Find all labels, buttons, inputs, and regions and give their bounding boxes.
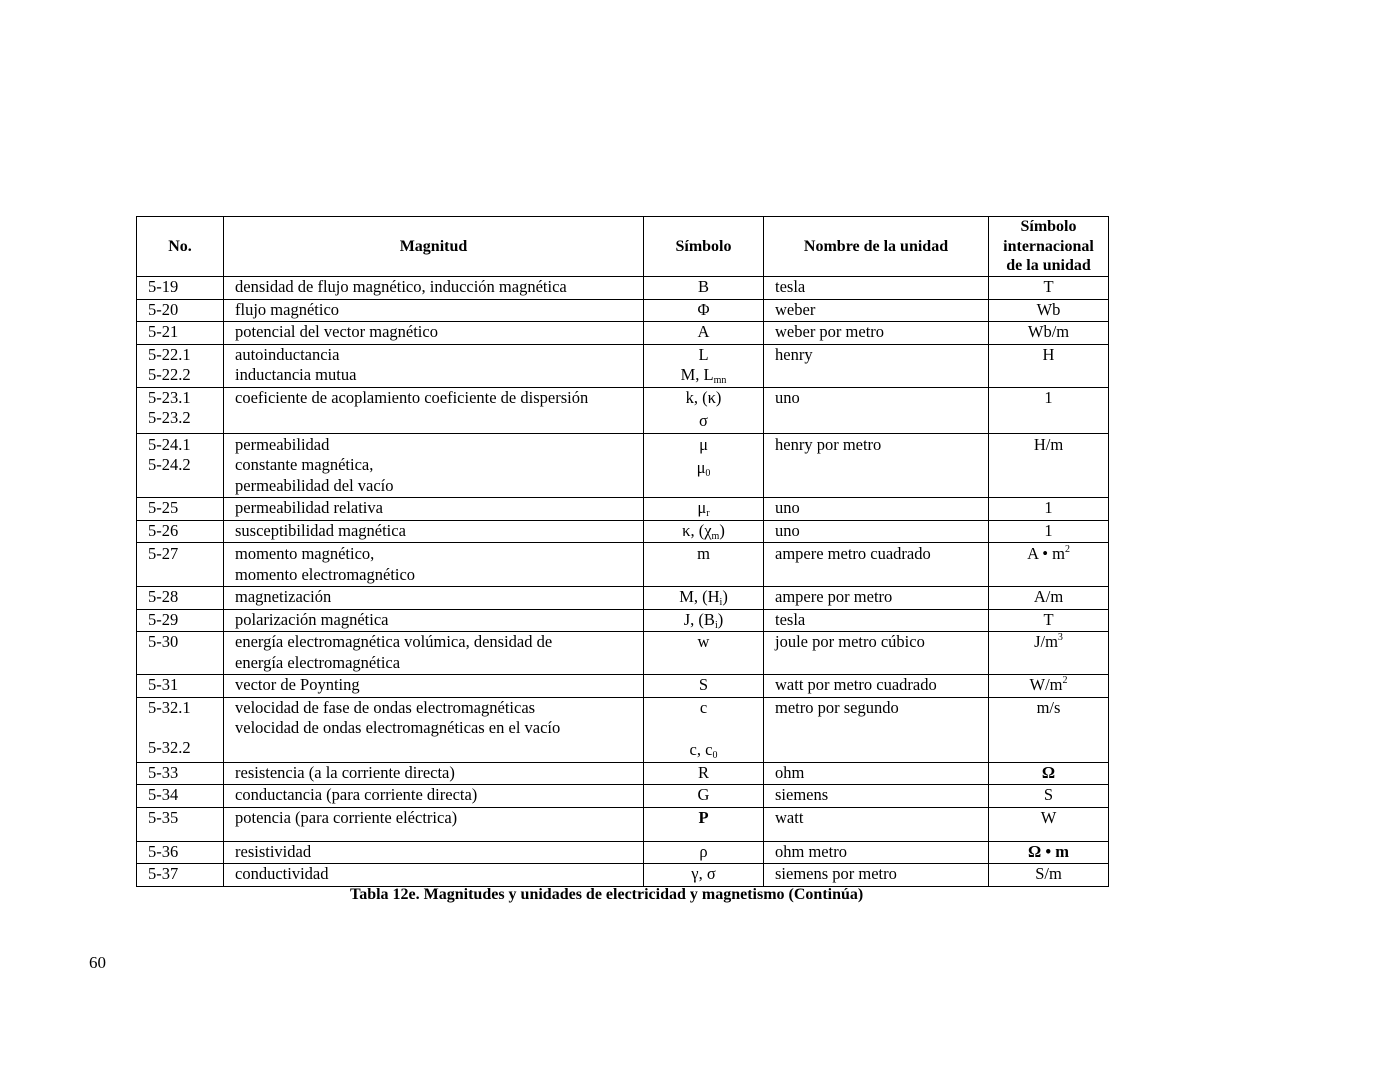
cell-magnitud — [224, 864, 644, 887]
symbol: G — [697, 785, 710, 804]
table-row — [137, 433, 1109, 498]
symbol-suffix: ) — [719, 520, 725, 540]
table-caption: Tabla 12e. Magnitudes y unidades de electricidad y magnetismo (Continúa) — [350, 886, 864, 903]
cell-unidad: tesla — [764, 277, 989, 300]
cell-magnitud — [224, 543, 644, 587]
table-row — [137, 387, 1109, 433]
cell-magnitud — [224, 632, 644, 675]
header-line: Símbolo — [1020, 218, 1077, 236]
cell-magnitud — [224, 697, 644, 762]
symbol-subscript: mn — [713, 375, 727, 386]
magnitud-line: conductancia (para corriente directa) — [235, 785, 478, 804]
cell-unidad: watt — [764, 807, 989, 841]
symbol — [644, 365, 763, 386]
unit-symbol-base: A • m — [1027, 544, 1065, 563]
table-row — [137, 344, 1109, 387]
symbol: S — [698, 675, 709, 694]
symbol: m — [697, 544, 710, 563]
magnitud-line: potencial del vector magnético — [235, 322, 438, 341]
no-line: 5-32.2 — [148, 738, 191, 757]
cell-magnitud — [224, 299, 644, 322]
magnitud-line: velocidad de fase de ondas electromagnéticas — [235, 697, 536, 717]
magnitud-line: coeficiente de acoplamiento coeficiente de dispersión — [235, 387, 589, 407]
no-line: 5-24.2 — [148, 455, 191, 474]
magnitud-line: potencia (para corriente eléctrica) — [235, 807, 458, 827]
unit-symbol-exponent: 2 — [1064, 544, 1070, 555]
cell-simbolo — [644, 632, 764, 675]
no-line: 5-23.1 — [148, 387, 191, 407]
cell-unidad: henry — [764, 344, 989, 387]
cell-unidad: weber por metro — [764, 322, 989, 345]
cell-no — [137, 697, 224, 762]
cell-unidad: henry por metro — [764, 433, 989, 498]
magnitud-line: permeabilidad del vacío — [235, 475, 394, 495]
symbol: c — [699, 697, 708, 717]
cell-simbolo — [644, 587, 764, 610]
cell-magnitud — [224, 433, 644, 498]
symbol-base: M, (H — [679, 587, 720, 606]
cell-no — [137, 785, 224, 808]
cell-unit-symbol: A/m — [989, 587, 1109, 610]
cell-no — [137, 520, 224, 543]
units-table — [136, 216, 1109, 887]
magnitud-line: autoinductancia — [235, 344, 340, 364]
magnitud-line: magnetización — [235, 587, 332, 606]
table-row — [137, 785, 1109, 808]
cell-unidad: weber — [764, 299, 989, 322]
symbol-base: μ — [696, 458, 706, 477]
spacer — [644, 718, 763, 740]
table-row — [137, 841, 1109, 864]
no-line: 5-20 — [148, 299, 179, 319]
cell-no — [137, 299, 224, 322]
cell-unidad: ampere por metro — [764, 587, 989, 610]
symbol-subscript: 0 — [712, 750, 718, 761]
magnitud-line: energía electromagnética — [235, 652, 401, 672]
no-line: 5-23.2 — [148, 408, 191, 427]
cell-magnitud — [224, 322, 644, 345]
header-no: No. — [137, 217, 224, 277]
symbol: P — [698, 807, 709, 827]
cell-no — [137, 807, 224, 841]
cell-simbolo — [644, 543, 764, 587]
magnitud-line: resistencia (a la corriente directa) — [235, 762, 455, 782]
cell-no — [137, 277, 224, 300]
cell-no — [137, 864, 224, 887]
symbol-subscript: 0 — [705, 468, 711, 479]
cell-magnitud — [224, 807, 644, 841]
cell-unidad: tesla — [764, 609, 989, 632]
magnitud-line: flujo magnético — [235, 299, 340, 319]
cell-unit-symbol: H/m — [989, 433, 1109, 498]
no-line: 5-24.1 — [148, 434, 191, 454]
table-row — [137, 632, 1109, 675]
header-line: internacional — [1003, 237, 1094, 255]
cell-no — [137, 322, 224, 345]
spacer — [148, 718, 223, 738]
cell-unidad: watt por metro cuadrado — [764, 675, 989, 698]
cell-no — [137, 498, 224, 521]
cell-unit-symbol — [989, 675, 1109, 698]
cell-unit-symbol: m/s — [989, 697, 1109, 762]
cell-magnitud — [224, 520, 644, 543]
header-line: de la unidad — [1006, 257, 1091, 275]
table-row — [137, 543, 1109, 587]
no-line: 5-35 — [148, 807, 179, 827]
magnitud-line: polarización magnética — [235, 609, 389, 629]
unit-symbol-base: J/m — [1034, 632, 1058, 651]
cell-unit-symbol: Ω • m — [989, 841, 1109, 864]
table-row — [137, 498, 1109, 521]
cell-unit-symbol — [989, 632, 1109, 675]
header-simbolo: Símbolo — [644, 217, 764, 277]
cell-simbolo — [644, 498, 764, 521]
symbol: Φ — [697, 299, 710, 319]
symbol-suffix: ) — [717, 609, 724, 629]
cell-simbolo — [644, 841, 764, 864]
no-line: 5-31 — [148, 675, 179, 694]
magnitud-line: energía electromagnética volúmica, densidad de — [235, 632, 553, 651]
symbol: w — [697, 632, 710, 651]
table-row — [137, 322, 1109, 345]
magnitud-line: momento electromagnético — [235, 564, 416, 584]
symbol: B — [697, 277, 709, 296]
cell-no — [137, 841, 224, 864]
cell-no — [137, 762, 224, 785]
cell-no — [137, 433, 224, 498]
cell-no — [137, 344, 224, 387]
no-line: 5-22.1 — [148, 344, 191, 364]
symbol-subscript: m — [711, 530, 720, 542]
no-line: 5-34 — [148, 785, 179, 804]
symbol-subscript: i — [719, 597, 723, 608]
cell-no — [137, 675, 224, 698]
cell-simbolo — [644, 387, 764, 433]
unit-symbol-base: W/m — [1029, 675, 1063, 694]
symbol: σ — [699, 411, 708, 430]
magnitud-line: susceptibilidad magnética — [235, 520, 406, 540]
magnitud-line: permeabilidad relativa — [235, 498, 383, 517]
cell-magnitud — [224, 277, 644, 300]
cell-magnitud — [224, 762, 644, 785]
cell-unidad: uno — [764, 498, 989, 521]
symbol: L — [698, 344, 709, 364]
no-line: 5-37 — [148, 864, 179, 883]
symbol: γ, σ — [691, 864, 716, 883]
symbol-base: J, (B — [683, 609, 715, 629]
symbol — [644, 740, 763, 761]
table-row — [137, 299, 1109, 322]
no-line: 5-19 — [148, 277, 179, 296]
table-row — [137, 587, 1109, 610]
no-line: 5-25 — [148, 498, 179, 517]
no-line: 5-26 — [148, 520, 179, 540]
cell-unidad: uno — [764, 387, 989, 433]
symbol-base: M, L — [680, 365, 714, 384]
cell-unit-symbol: Ω — [989, 762, 1109, 785]
cell-simbolo — [644, 675, 764, 698]
cell-no — [137, 387, 224, 433]
no-line: 5-30 — [148, 632, 179, 651]
cell-simbolo — [644, 609, 764, 632]
cell-simbolo — [644, 299, 764, 322]
cell-unidad: ohm — [764, 762, 989, 785]
cell-simbolo — [644, 785, 764, 808]
no-line: 5-36 — [148, 841, 179, 861]
cell-simbolo — [644, 433, 764, 498]
table-row — [137, 697, 1109, 762]
magnitud-line: vector de Poynting — [235, 675, 360, 694]
unit-symbol-exponent: 3 — [1057, 632, 1063, 643]
cell-magnitud — [224, 498, 644, 521]
symbol: A — [697, 322, 710, 341]
symbol: k, (κ) — [685, 387, 722, 407]
cell-unit-symbol: T — [989, 609, 1109, 632]
table-row — [137, 277, 1109, 300]
magnitud-line: momento magnético, — [235, 544, 375, 563]
header-magnitud: Magnitud — [224, 217, 644, 277]
cell-no — [137, 543, 224, 587]
cell-magnitud — [224, 387, 644, 433]
cell-simbolo — [644, 520, 764, 543]
symbol: μ — [699, 434, 708, 454]
cell-magnitud — [224, 344, 644, 387]
cell-simbolo — [644, 322, 764, 345]
symbol: ρ — [699, 841, 708, 861]
magnitud-line: resistividad — [235, 841, 312, 861]
symbol-suffix: ) — [722, 587, 728, 606]
symbol — [644, 458, 763, 479]
header-row — [137, 217, 1109, 277]
table-row — [137, 520, 1109, 543]
cell-no — [137, 632, 224, 675]
table-row — [137, 762, 1109, 785]
cell-unidad: joule por metro cúbico — [764, 632, 989, 675]
no-line: 5-22.2 — [148, 365, 191, 384]
magnitud-line: conductividad — [235, 864, 329, 883]
magnitud-line: velocidad de ondas electromagnéticas en el vacío — [235, 718, 561, 737]
magnitud-line: constante magnética, — [235, 455, 374, 474]
cell-unidad: siemens — [764, 785, 989, 808]
cell-unidad: siemens por metro — [764, 864, 989, 887]
cell-magnitud — [224, 675, 644, 698]
cell-simbolo — [644, 697, 764, 762]
magnitud-line: densidad de flujo magnético, inducción magnética — [235, 277, 567, 296]
no-line: 5-28 — [148, 587, 179, 606]
cell-magnitud — [224, 587, 644, 610]
cell-unit-symbol: 1 — [989, 387, 1109, 433]
header-unidad: Nombre de la unidad — [764, 217, 989, 277]
header-simbolo-internacional — [989, 217, 1109, 277]
symbol-base: c, c — [689, 740, 713, 759]
cell-simbolo — [644, 277, 764, 300]
cell-unit-symbol — [989, 543, 1109, 587]
cell-magnitud — [224, 785, 644, 808]
cell-unidad: uno — [764, 520, 989, 543]
cell-unit-symbol: 1 — [989, 498, 1109, 521]
symbol-base: κ, (χ — [682, 520, 712, 540]
symbol-subscript: r — [706, 508, 710, 519]
table-row — [137, 609, 1109, 632]
cell-magnitud — [224, 841, 644, 864]
symbol-subscript: i — [714, 619, 718, 631]
cell-simbolo — [644, 864, 764, 887]
magnitud-line: inductancia mutua — [235, 365, 357, 384]
unit-symbol-exponent: 2 — [1062, 675, 1068, 686]
cell-unit-symbol: Wb/m — [989, 322, 1109, 345]
cell-unit-symbol: 1 — [989, 520, 1109, 543]
no-line: 5-32.1 — [148, 697, 191, 717]
page-number: 60 — [89, 953, 106, 972]
cell-unit-symbol: T — [989, 277, 1109, 300]
cell-simbolo — [644, 344, 764, 387]
no-line: 5-27 — [148, 544, 179, 563]
cell-unidad: ampere metro cuadrado — [764, 543, 989, 587]
cell-simbolo — [644, 762, 764, 785]
table-row — [137, 807, 1109, 841]
cell-no — [137, 609, 224, 632]
cell-unidad: metro por segundo — [764, 697, 989, 762]
cell-simbolo — [644, 807, 764, 841]
symbol-base: μ — [697, 498, 707, 517]
cell-no — [137, 587, 224, 610]
cell-unit-symbol: S/m — [989, 864, 1109, 887]
cell-unit-symbol: W — [989, 807, 1109, 841]
symbol: R — [697, 762, 709, 782]
table-row — [137, 864, 1109, 887]
cell-unit-symbol: S — [989, 785, 1109, 808]
no-line: 5-29 — [148, 609, 179, 629]
no-line: 5-21 — [148, 322, 179, 341]
cell-unit-symbol: Wb — [989, 299, 1109, 322]
cell-unit-symbol: H — [989, 344, 1109, 387]
cell-magnitud — [224, 609, 644, 632]
cell-unidad: ohm metro — [764, 841, 989, 864]
table-row — [137, 675, 1109, 698]
magnitud-line: permeabilidad — [235, 434, 330, 454]
no-line: 5-33 — [148, 762, 179, 782]
